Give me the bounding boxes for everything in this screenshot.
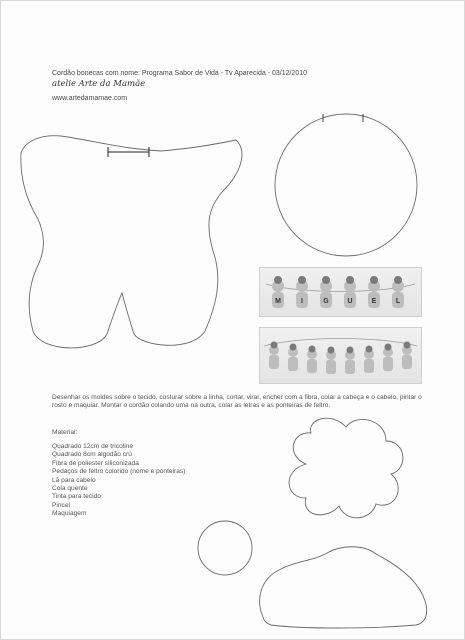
body-pattern-outline [21,136,242,348]
letter-e: E [371,298,377,305]
letter-i: I [301,298,303,305]
material-item: Lã para cabelo [52,476,96,484]
material-item: Maquiagem [52,510,87,518]
material-item: Tinta para tecido [52,493,101,501]
instructions-text: Desenhar os moldes sobre o tecido, costurar sobre a linha, cortar, virar, encher com a fibra, colar a cabeça e o cabelo, pintar o rosto e maquiar. Montar o cordão colando uma na outra, colar as letras e as ponteiras de feltro. [52,394,422,410]
material-item: Quadrado 12cm de tricoline [52,443,134,450]
material-item: Fibra de poliester siliconizada [52,459,139,467]
material-item: Cola quente [52,485,88,493]
document-title: Cordão bonecas com nome: Programa Sabor de Vida - Tv Aparecida - 03/12/2010 [52,70,308,77]
seam-opening-mark [108,147,149,157]
material-item: Quadrado 8cm algodão crú [52,451,132,459]
letter-g: G [323,298,329,305]
website: www.artedamamae.com [52,95,128,102]
material-heading: Material: [52,429,78,436]
material-item: Pincel [52,501,70,509]
finished-necklace-photo-name [259,267,422,317]
letter-l: L [395,298,401,305]
letter-m: M [275,298,281,305]
hair-pattern-outline [260,547,427,628]
material-item: Pedaços de feltro colorido (nome e ponteiras) [52,468,186,476]
finished-necklace-photo-chain [259,327,422,384]
doll-figures [272,276,404,308]
small-circle-pattern [198,521,252,575]
letter-u: U [347,298,353,305]
head-pattern-outline [275,114,417,256]
flower-pattern-outline [289,418,403,518]
brand-name: atelie Arte da Mamãe [52,79,146,89]
material-list [52,443,185,519]
doll-chain-figures [269,342,412,375]
